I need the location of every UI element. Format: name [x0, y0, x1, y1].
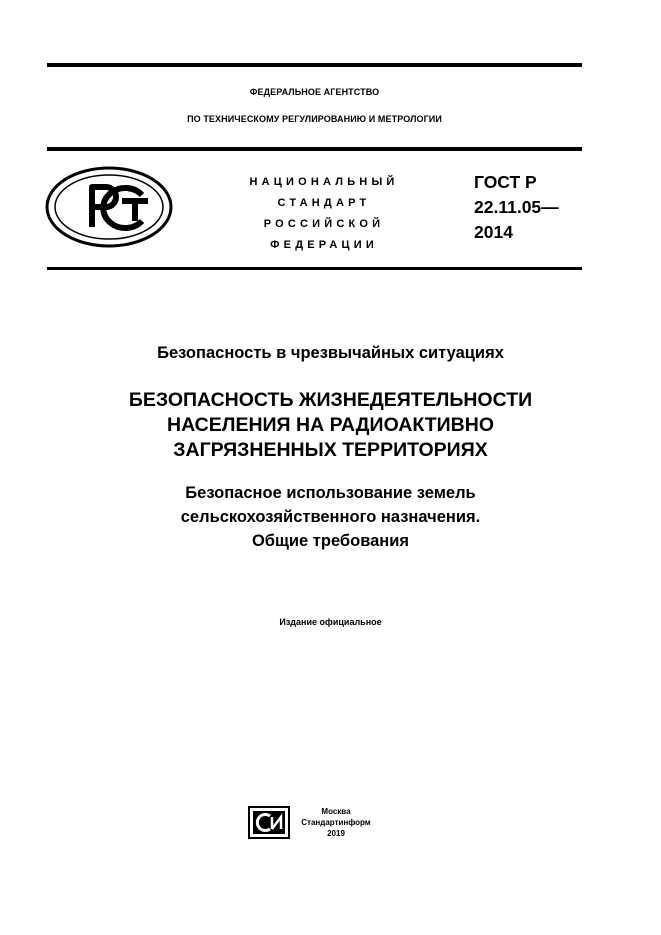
document-main-title — [47, 388, 614, 463]
subtitle-line: сельскохозяйственного назначения. — [180, 508, 481, 526]
agency-name-line2: ПО ТЕХНИЧЕСКОМУ РЕГУЛИРОВАНИЮ И МЕТРОЛОГИИ — [187, 114, 442, 124]
rst-certification-mark-icon — [44, 165, 174, 249]
national-standard-label — [228, 172, 420, 256]
document-category: Безопасность в чрезвычайных ситуациях — [157, 344, 504, 362]
top-divider — [47, 63, 582, 67]
header-divider — [47, 147, 582, 151]
agency-name-line1: ФЕДЕРАЛЬНОЕ АГЕНТСТВО — [249, 87, 380, 97]
standard-designation — [474, 170, 584, 245]
standard-type-line: РОССИЙСКОЙ — [263, 218, 385, 230]
subtitle-line: Общие требования — [251, 532, 410, 550]
standard-type-line: НАЦИОНАЛЬНЫЙ — [249, 176, 399, 188]
publisher-city: Москва — [321, 807, 351, 816]
subtitle-line: Безопасное использование земель — [185, 484, 476, 502]
main-title-line: ЗАГРЯЗНЕННЫХ ТЕРРИТОРИЯХ — [173, 439, 488, 461]
document-subtitle — [47, 481, 614, 553]
edition-note: Издание официальное — [279, 617, 382, 627]
main-title-line: НАСЕЛЕНИЯ НА РАДИОАКТИВНО — [167, 414, 494, 436]
publisher-imprint — [288, 806, 384, 839]
designation-line: 22.11.05— — [474, 197, 559, 217]
standartinform-logo-icon — [248, 806, 290, 839]
publisher-year: 2019 — [327, 829, 345, 838]
standard-type-line: ФЕДЕРАЦИИ — [270, 239, 378, 251]
main-title-line: БЕЗОПАСНОСТЬ ЖИЗНЕДЕЯТЕЛЬНОСТИ — [128, 389, 533, 411]
publisher-name: Стандартинформ — [301, 818, 371, 827]
designation-line: 2014 — [474, 222, 513, 242]
standard-type-line: СТАНДАРТ — [277, 197, 371, 209]
header-bottom-divider — [47, 267, 582, 270]
designation-line: ГОСТ Р — [474, 172, 537, 192]
